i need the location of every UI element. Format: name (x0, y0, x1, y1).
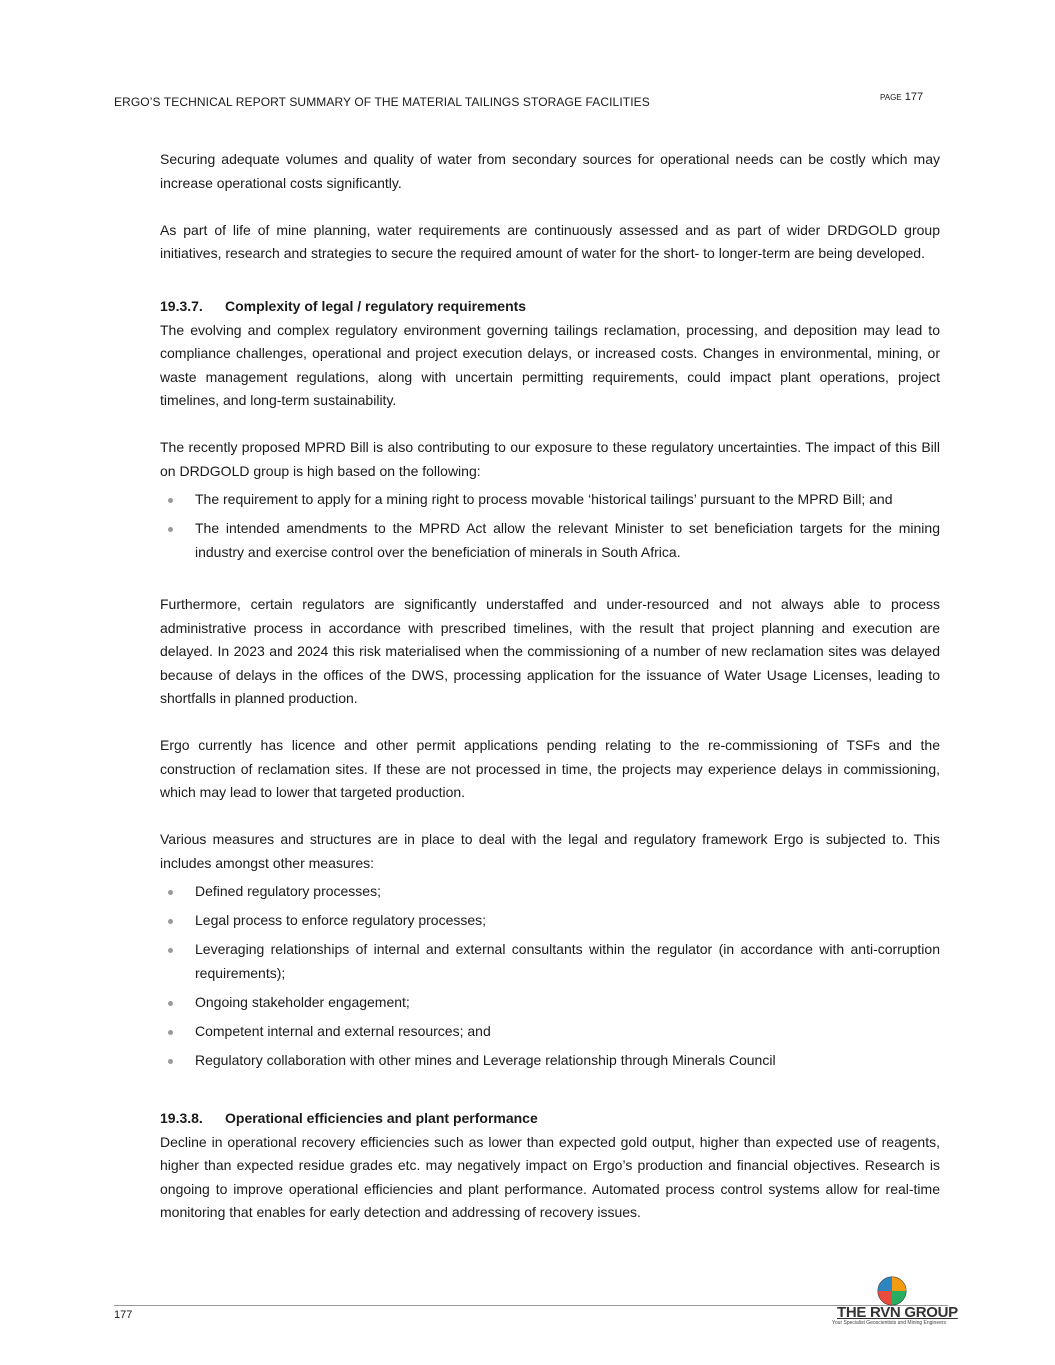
bullet-icon (168, 527, 173, 532)
list-item: Defined regulatory processes; (160, 880, 940, 904)
paragraph: Furthermore, certain regulators are significantly understaffed and under-resourced and not always able to process administrative process in accordance with prescribed timelines, with the result that project planning and execution are delayed. In 2023 and 2024 this risk materialised when the commissioning of a number of new reclamation sites was delayed because of delays in the offices of the DWS, processing application for the issuance of Water Usage Licenses, leading to shortfalls in planned production. (160, 596, 940, 706)
paragraph: As part of life of mine planning, water requirements are continuously assessed and as part of wider DRDGOLD group initiatives, research and strategies to secure the required amount of water for the short- to longer-term are being developed. (160, 221, 940, 261)
section-title: Operational efficiencies and plant performance (225, 1110, 538, 1126)
section-title: Complexity of legal / regulatory requirements (225, 298, 527, 314)
section-number: 19.3.8. (160, 1110, 203, 1126)
bullet-icon (168, 919, 173, 924)
page-label: PAGE (880, 93, 902, 102)
paragraph: Securing adequate volumes and quality of water from secondary sources for operational needs can be costly which may increase operational costs significantly. (160, 151, 940, 191)
rvn-logo-icon (877, 1276, 907, 1306)
bullet-icon (168, 1030, 173, 1035)
section-heading-19-3-7 (160, 295, 940, 319)
list-item: Leveraging relationships of internal and external consultants within the regulator (in accordance with anti-corruption requirements); (160, 938, 940, 985)
section-number: 19.3.7. (160, 298, 203, 314)
bullet-list (160, 880, 940, 1072)
bullet-icon (168, 498, 173, 503)
footer-page-number: 177 (114, 1309, 133, 1321)
paragraph: Various measures and structures are in place to deal with the legal and regulatory framework Ergo is subjected to. This includes amongst other measures: (160, 831, 940, 871)
bullet-icon (168, 948, 173, 953)
paragraph: The evolving and complex regulatory environment governing tailings reclamation, processing, and deposition may lead to compliance challenges, operational and project execution delays, or increased costs. Changes in environmental, mining, or waste management regulations, along with uncertain permitting requirements, could impact plant operations, project timelines, and long-term sustainability. (160, 321, 940, 408)
list-item: Ongoing stakeholder engagement; (160, 991, 940, 1015)
paragraph: Ergo currently has licence and other permit applications pending relating to the re-commissioning of TSFs and the construction of reclamation sites. If these are not processed in time, the projects may experience delays in commissioning, which may lead to lower that targeted production. (160, 737, 940, 800)
bullet-icon (168, 1001, 173, 1006)
logo-tagline: Your Specialist Geoscientists and Mining Engineers (832, 1320, 947, 1326)
footer-divider (114, 1305, 948, 1306)
bullet-list (160, 488, 940, 564)
page-body (160, 148, 940, 1225)
paragraph: Decline in operational recovery efficiencies such as lower than expected gold output, higher than expected use of reagents, higher than expected residue grades etc. may negatively impact on Ergo’s production and financial objectives. Research is ongoing to improve operational efficiencies and plant performance. Automated process control systems allow for real-time monitoring that enables for early detection and addressing of recovery issues. (160, 1133, 940, 1220)
section-heading-19-3-8 (160, 1107, 940, 1131)
rvn-group-logo (832, 1276, 958, 1328)
list-item: The intended amendments to the MPRD Act allow the relevant Minister to set beneficiation targets for the mining industry and exercise control over the beneficiation of minerals in South Africa. (160, 517, 940, 564)
bullet-icon (168, 890, 173, 895)
list-item: Competent internal and external resources; and (160, 1020, 940, 1044)
page-number: 177 (904, 91, 924, 103)
list-item: Regulatory collaboration with other mines and Leverage relationship through Minerals Council (160, 1049, 940, 1073)
list-item: The requirement to apply for a mining right to process movable ‘historical tailings’ pursuant to the MPRD Bill; and (160, 488, 940, 512)
header-page-number (880, 91, 923, 103)
bullet-icon (168, 1059, 173, 1064)
report-header-title: ERGO’S TECHNICAL REPORT SUMMARY OF THE MATERIAL TAILINGS STORAGE FACILITIES (114, 95, 650, 109)
list-item: Legal process to enforce regulatory processes; (160, 909, 940, 933)
logo-text: THE RVN GROUP (837, 1304, 958, 1321)
paragraph: The recently proposed MPRD Bill is also contributing to our exposure to these regulatory uncertainties. The impact of this Bill on DRDGOLD group is high based on the following: (160, 439, 940, 479)
